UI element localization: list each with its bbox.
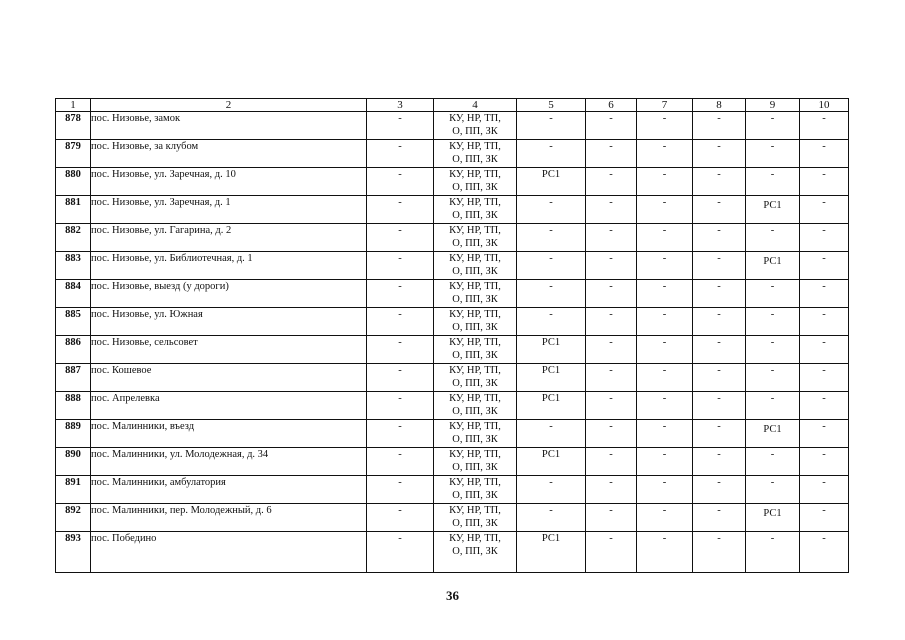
- cell-col-7: -: [637, 140, 693, 168]
- row-number: 885: [56, 308, 91, 336]
- cell-col-4-line: О, ПП, ЗК: [452, 154, 498, 165]
- cell-col-9: -: [746, 532, 800, 573]
- cell-col-9: РС1: [746, 196, 800, 224]
- cell-col-4-line: О, ПП, ЗК: [452, 462, 498, 473]
- cell-col-9: -: [746, 224, 800, 252]
- cell-col-3: -: [367, 196, 434, 224]
- location-name: пос. Низовье, выезд (у дороги): [91, 280, 367, 308]
- cell-col-10: -: [800, 392, 849, 420]
- cell-col-4-line: КУ, НР, ТП,: [449, 477, 501, 488]
- cell-col-10: -: [800, 112, 849, 140]
- cell-col-6: -: [586, 420, 637, 448]
- cell-col-10: -: [800, 252, 849, 280]
- cell-col-5: РС1: [517, 532, 586, 573]
- table-row: [56, 196, 849, 224]
- location-name: пос. Апрелевка: [91, 392, 367, 420]
- cell-col-10: -: [800, 420, 849, 448]
- cell-col-9: -: [746, 448, 800, 476]
- cell-col-9: -: [746, 476, 800, 504]
- cell-col-4-line: О, ПП, ЗК: [452, 350, 498, 361]
- cell-col-6: -: [586, 532, 637, 573]
- cell-col-4-line: КУ, НР, ТП,: [449, 197, 501, 208]
- cell-col-4-line: О, ПП, ЗК: [452, 378, 498, 389]
- cell-col-8: -: [693, 364, 746, 392]
- cell-col-4-line: О, ПП, ЗК: [452, 294, 498, 305]
- column-number-row: [56, 99, 849, 112]
- cell-col-10: -: [800, 364, 849, 392]
- cell-col-6: -: [586, 280, 637, 308]
- table-row: [56, 280, 849, 308]
- table-row: [56, 532, 849, 573]
- cell-col-10: -: [800, 140, 849, 168]
- column-header: 7: [637, 99, 693, 112]
- cell-col-6: -: [586, 308, 637, 336]
- cell-col-7: -: [637, 168, 693, 196]
- cell-col-8: -: [693, 336, 746, 364]
- row-number: 886: [56, 336, 91, 364]
- cell-col-4-line: О, ПП, ЗК: [452, 266, 498, 277]
- cell-col-8: -: [693, 168, 746, 196]
- cell-col-7: -: [637, 364, 693, 392]
- cell-col-8: -: [693, 112, 746, 140]
- row-number: 878: [56, 112, 91, 140]
- cell-col-5: -: [517, 112, 586, 140]
- cell-col-3: -: [367, 224, 434, 252]
- cell-col-5: -: [517, 252, 586, 280]
- cell-col-7: -: [637, 420, 693, 448]
- row-number: 879: [56, 140, 91, 168]
- row-number: 887: [56, 364, 91, 392]
- cell-col-6: -: [586, 112, 637, 140]
- cell-col-6: -: [586, 392, 637, 420]
- cell-col-4-line: О, ПП, ЗК: [452, 546, 498, 557]
- cell-col-9: -: [746, 140, 800, 168]
- cell-col-3: -: [367, 168, 434, 196]
- row-number: 891: [56, 476, 91, 504]
- table-row: [56, 140, 849, 168]
- cell-col-3: -: [367, 532, 434, 573]
- cell-col-7: -: [637, 448, 693, 476]
- table-row: [56, 224, 849, 252]
- cell-col-8: -: [693, 196, 746, 224]
- cell-col-9: РС1: [746, 252, 800, 280]
- cell-col-4: [434, 280, 517, 308]
- cell-col-4-line: О, ПП, ЗК: [452, 210, 498, 221]
- cell-col-5: -: [517, 504, 586, 532]
- location-name: пос. Малинники, амбулатория: [91, 476, 367, 504]
- cell-col-7: -: [637, 532, 693, 573]
- cell-col-4-line: КУ, НР, ТП,: [449, 421, 501, 432]
- row-number: 880: [56, 168, 91, 196]
- cell-col-5: РС1: [517, 168, 586, 196]
- cell-col-4: [434, 448, 517, 476]
- cell-col-4-line: КУ, НР, ТП,: [449, 253, 501, 264]
- cell-col-8: -: [693, 476, 746, 504]
- cell-col-5: -: [517, 140, 586, 168]
- cell-col-3: -: [367, 252, 434, 280]
- cell-col-7: -: [637, 224, 693, 252]
- cell-col-9: РС1: [746, 504, 800, 532]
- column-header: 5: [517, 99, 586, 112]
- table-row: [56, 336, 849, 364]
- location-name: пос. Победино: [91, 532, 367, 573]
- cell-col-3: -: [367, 448, 434, 476]
- cell-col-7: -: [637, 252, 693, 280]
- cell-col-5: -: [517, 224, 586, 252]
- cell-col-6: -: [586, 224, 637, 252]
- cell-col-4: [434, 504, 517, 532]
- cell-col-10: -: [800, 168, 849, 196]
- cell-col-4: [434, 336, 517, 364]
- table-row: [56, 392, 849, 420]
- cell-col-6: -: [586, 364, 637, 392]
- cell-col-10: -: [800, 476, 849, 504]
- cell-col-7: -: [637, 308, 693, 336]
- cell-col-6: -: [586, 252, 637, 280]
- column-header: 1: [56, 99, 91, 112]
- cell-col-4: [434, 392, 517, 420]
- cell-col-8: -: [693, 280, 746, 308]
- cell-col-6: -: [586, 196, 637, 224]
- cell-col-4: [434, 476, 517, 504]
- cell-col-4-line: О, ПП, ЗК: [452, 518, 498, 529]
- cell-col-3: -: [367, 280, 434, 308]
- cell-col-5: -: [517, 420, 586, 448]
- cell-col-9: -: [746, 308, 800, 336]
- cell-col-10: -: [800, 280, 849, 308]
- cell-col-4: [434, 112, 517, 140]
- location-name: пос. Малинники, ул. Молодежная, д. 34: [91, 448, 367, 476]
- cell-col-5: РС1: [517, 336, 586, 364]
- cell-col-4-line: КУ, НР, ТП,: [449, 449, 501, 460]
- row-number: 889: [56, 420, 91, 448]
- cell-col-6: -: [586, 504, 637, 532]
- cell-col-4-line: О, ПП, ЗК: [452, 434, 498, 445]
- table-row: [56, 168, 849, 196]
- cell-col-9: -: [746, 392, 800, 420]
- cell-col-9: -: [746, 364, 800, 392]
- table-row: [56, 112, 849, 140]
- column-header: 3: [367, 99, 434, 112]
- cell-col-3: -: [367, 140, 434, 168]
- cell-col-5: РС1: [517, 364, 586, 392]
- cell-col-7: -: [637, 280, 693, 308]
- row-number: 881: [56, 196, 91, 224]
- column-header: 9: [746, 99, 800, 112]
- row-number: 884: [56, 280, 91, 308]
- location-name: пос. Низовье, ул. Заречная, д. 10: [91, 168, 367, 196]
- location-name: пос. Низовье, ул. Южная: [91, 308, 367, 336]
- cell-col-5: -: [517, 196, 586, 224]
- location-name: пос. Низовье, ул. Библиотечная, д. 1: [91, 252, 367, 280]
- column-header: 10: [800, 99, 849, 112]
- cell-col-3: -: [367, 364, 434, 392]
- register-table: [55, 98, 849, 573]
- location-name: пос. Малинники, пер. Молодежный, д. 6: [91, 504, 367, 532]
- column-header: 6: [586, 99, 637, 112]
- cell-col-5: -: [517, 308, 586, 336]
- cell-col-8: -: [693, 392, 746, 420]
- cell-col-4-line: О, ПП, ЗК: [452, 182, 498, 193]
- cell-col-10: -: [800, 532, 849, 573]
- table-row: [56, 252, 849, 280]
- cell-col-4: [434, 364, 517, 392]
- cell-col-3: -: [367, 504, 434, 532]
- location-name: пос. Низовье, ул. Заречная, д. 1: [91, 196, 367, 224]
- cell-col-4-line: КУ, НР, ТП,: [449, 225, 501, 236]
- cell-col-9: -: [746, 168, 800, 196]
- location-name: пос. Кошевое: [91, 364, 367, 392]
- cell-col-8: -: [693, 308, 746, 336]
- cell-col-5: -: [517, 280, 586, 308]
- cell-col-4-line: О, ПП, ЗК: [452, 238, 498, 249]
- cell-col-10: -: [800, 336, 849, 364]
- cell-col-8: -: [693, 140, 746, 168]
- table-row: [56, 448, 849, 476]
- cell-col-7: -: [637, 336, 693, 364]
- cell-col-4-line: О, ПП, ЗК: [452, 126, 498, 137]
- cell-col-5: РС1: [517, 392, 586, 420]
- cell-col-6: -: [586, 168, 637, 196]
- table-row: [56, 504, 849, 532]
- cell-col-6: -: [586, 336, 637, 364]
- table-row: [56, 364, 849, 392]
- cell-col-5: РС1: [517, 448, 586, 476]
- cell-col-10: -: [800, 308, 849, 336]
- cell-col-7: -: [637, 112, 693, 140]
- cell-col-3: -: [367, 476, 434, 504]
- cell-col-4-line: О, ПП, ЗК: [452, 490, 498, 501]
- cell-col-4-line: КУ, НР, ТП,: [449, 113, 501, 124]
- row-number: 883: [56, 252, 91, 280]
- cell-col-9: -: [746, 336, 800, 364]
- cell-col-4: [434, 308, 517, 336]
- cell-col-4-line: КУ, НР, ТП,: [449, 281, 501, 292]
- cell-col-10: -: [800, 448, 849, 476]
- cell-col-4-line: КУ, НР, ТП,: [449, 393, 501, 404]
- cell-col-8: -: [693, 252, 746, 280]
- cell-col-9: РС1: [746, 420, 800, 448]
- cell-col-4-line: КУ, НР, ТП,: [449, 141, 501, 152]
- cell-col-4-line: КУ, НР, ТП,: [449, 169, 501, 180]
- cell-col-6: -: [586, 140, 637, 168]
- row-number: 893: [56, 532, 91, 573]
- cell-col-3: -: [367, 308, 434, 336]
- location-name: пос. Низовье, сельсовет: [91, 336, 367, 364]
- cell-col-8: -: [693, 448, 746, 476]
- cell-col-6: -: [586, 476, 637, 504]
- row-number: 890: [56, 448, 91, 476]
- cell-col-7: -: [637, 392, 693, 420]
- cell-col-4: [434, 168, 517, 196]
- cell-col-10: -: [800, 196, 849, 224]
- cell-col-4-line: КУ, НР, ТП,: [449, 309, 501, 320]
- cell-col-7: -: [637, 476, 693, 504]
- column-header: 4: [434, 99, 517, 112]
- cell-col-9: -: [746, 280, 800, 308]
- cell-col-4-line: КУ, НР, ТП,: [449, 505, 501, 516]
- cell-col-3: -: [367, 336, 434, 364]
- cell-col-9: -: [746, 112, 800, 140]
- cell-col-4-line: КУ, НР, ТП,: [449, 365, 501, 376]
- cell-col-4: [434, 224, 517, 252]
- location-name: пос. Низовье, ул. Гагарина, д. 2: [91, 224, 367, 252]
- cell-col-6: -: [586, 448, 637, 476]
- table-row: [56, 308, 849, 336]
- cell-col-8: -: [693, 504, 746, 532]
- cell-col-4-line: О, ПП, ЗК: [452, 322, 498, 333]
- cell-col-4: [434, 532, 517, 573]
- cell-col-4-line: КУ, НР, ТП,: [449, 337, 501, 348]
- column-header: 2: [91, 99, 367, 112]
- cell-col-10: -: [800, 224, 849, 252]
- cell-col-8: -: [693, 532, 746, 573]
- table-row: [56, 420, 849, 448]
- table-row: [56, 476, 849, 504]
- cell-col-4: [434, 140, 517, 168]
- cell-col-4: [434, 252, 517, 280]
- cell-col-5: -: [517, 476, 586, 504]
- location-name: пос. Малинники, въезд: [91, 420, 367, 448]
- cell-col-4-line: О, ПП, ЗК: [452, 406, 498, 417]
- location-name: пос. Низовье, за клубом: [91, 140, 367, 168]
- cell-col-3: -: [367, 420, 434, 448]
- row-number: 892: [56, 504, 91, 532]
- cell-col-3: -: [367, 392, 434, 420]
- location-name: пос. Низовье, замок: [91, 112, 367, 140]
- cell-col-4: [434, 420, 517, 448]
- row-number: 882: [56, 224, 91, 252]
- cell-col-4: [434, 196, 517, 224]
- cell-col-3: -: [367, 112, 434, 140]
- cell-col-10: -: [800, 504, 849, 532]
- cell-col-7: -: [637, 504, 693, 532]
- row-number: 888: [56, 392, 91, 420]
- cell-col-8: -: [693, 224, 746, 252]
- cell-col-8: -: [693, 420, 746, 448]
- page-number: 36: [446, 588, 459, 603]
- column-header: 8: [693, 99, 746, 112]
- cell-col-4-line: КУ, НР, ТП,: [449, 533, 501, 544]
- cell-col-7: -: [637, 196, 693, 224]
